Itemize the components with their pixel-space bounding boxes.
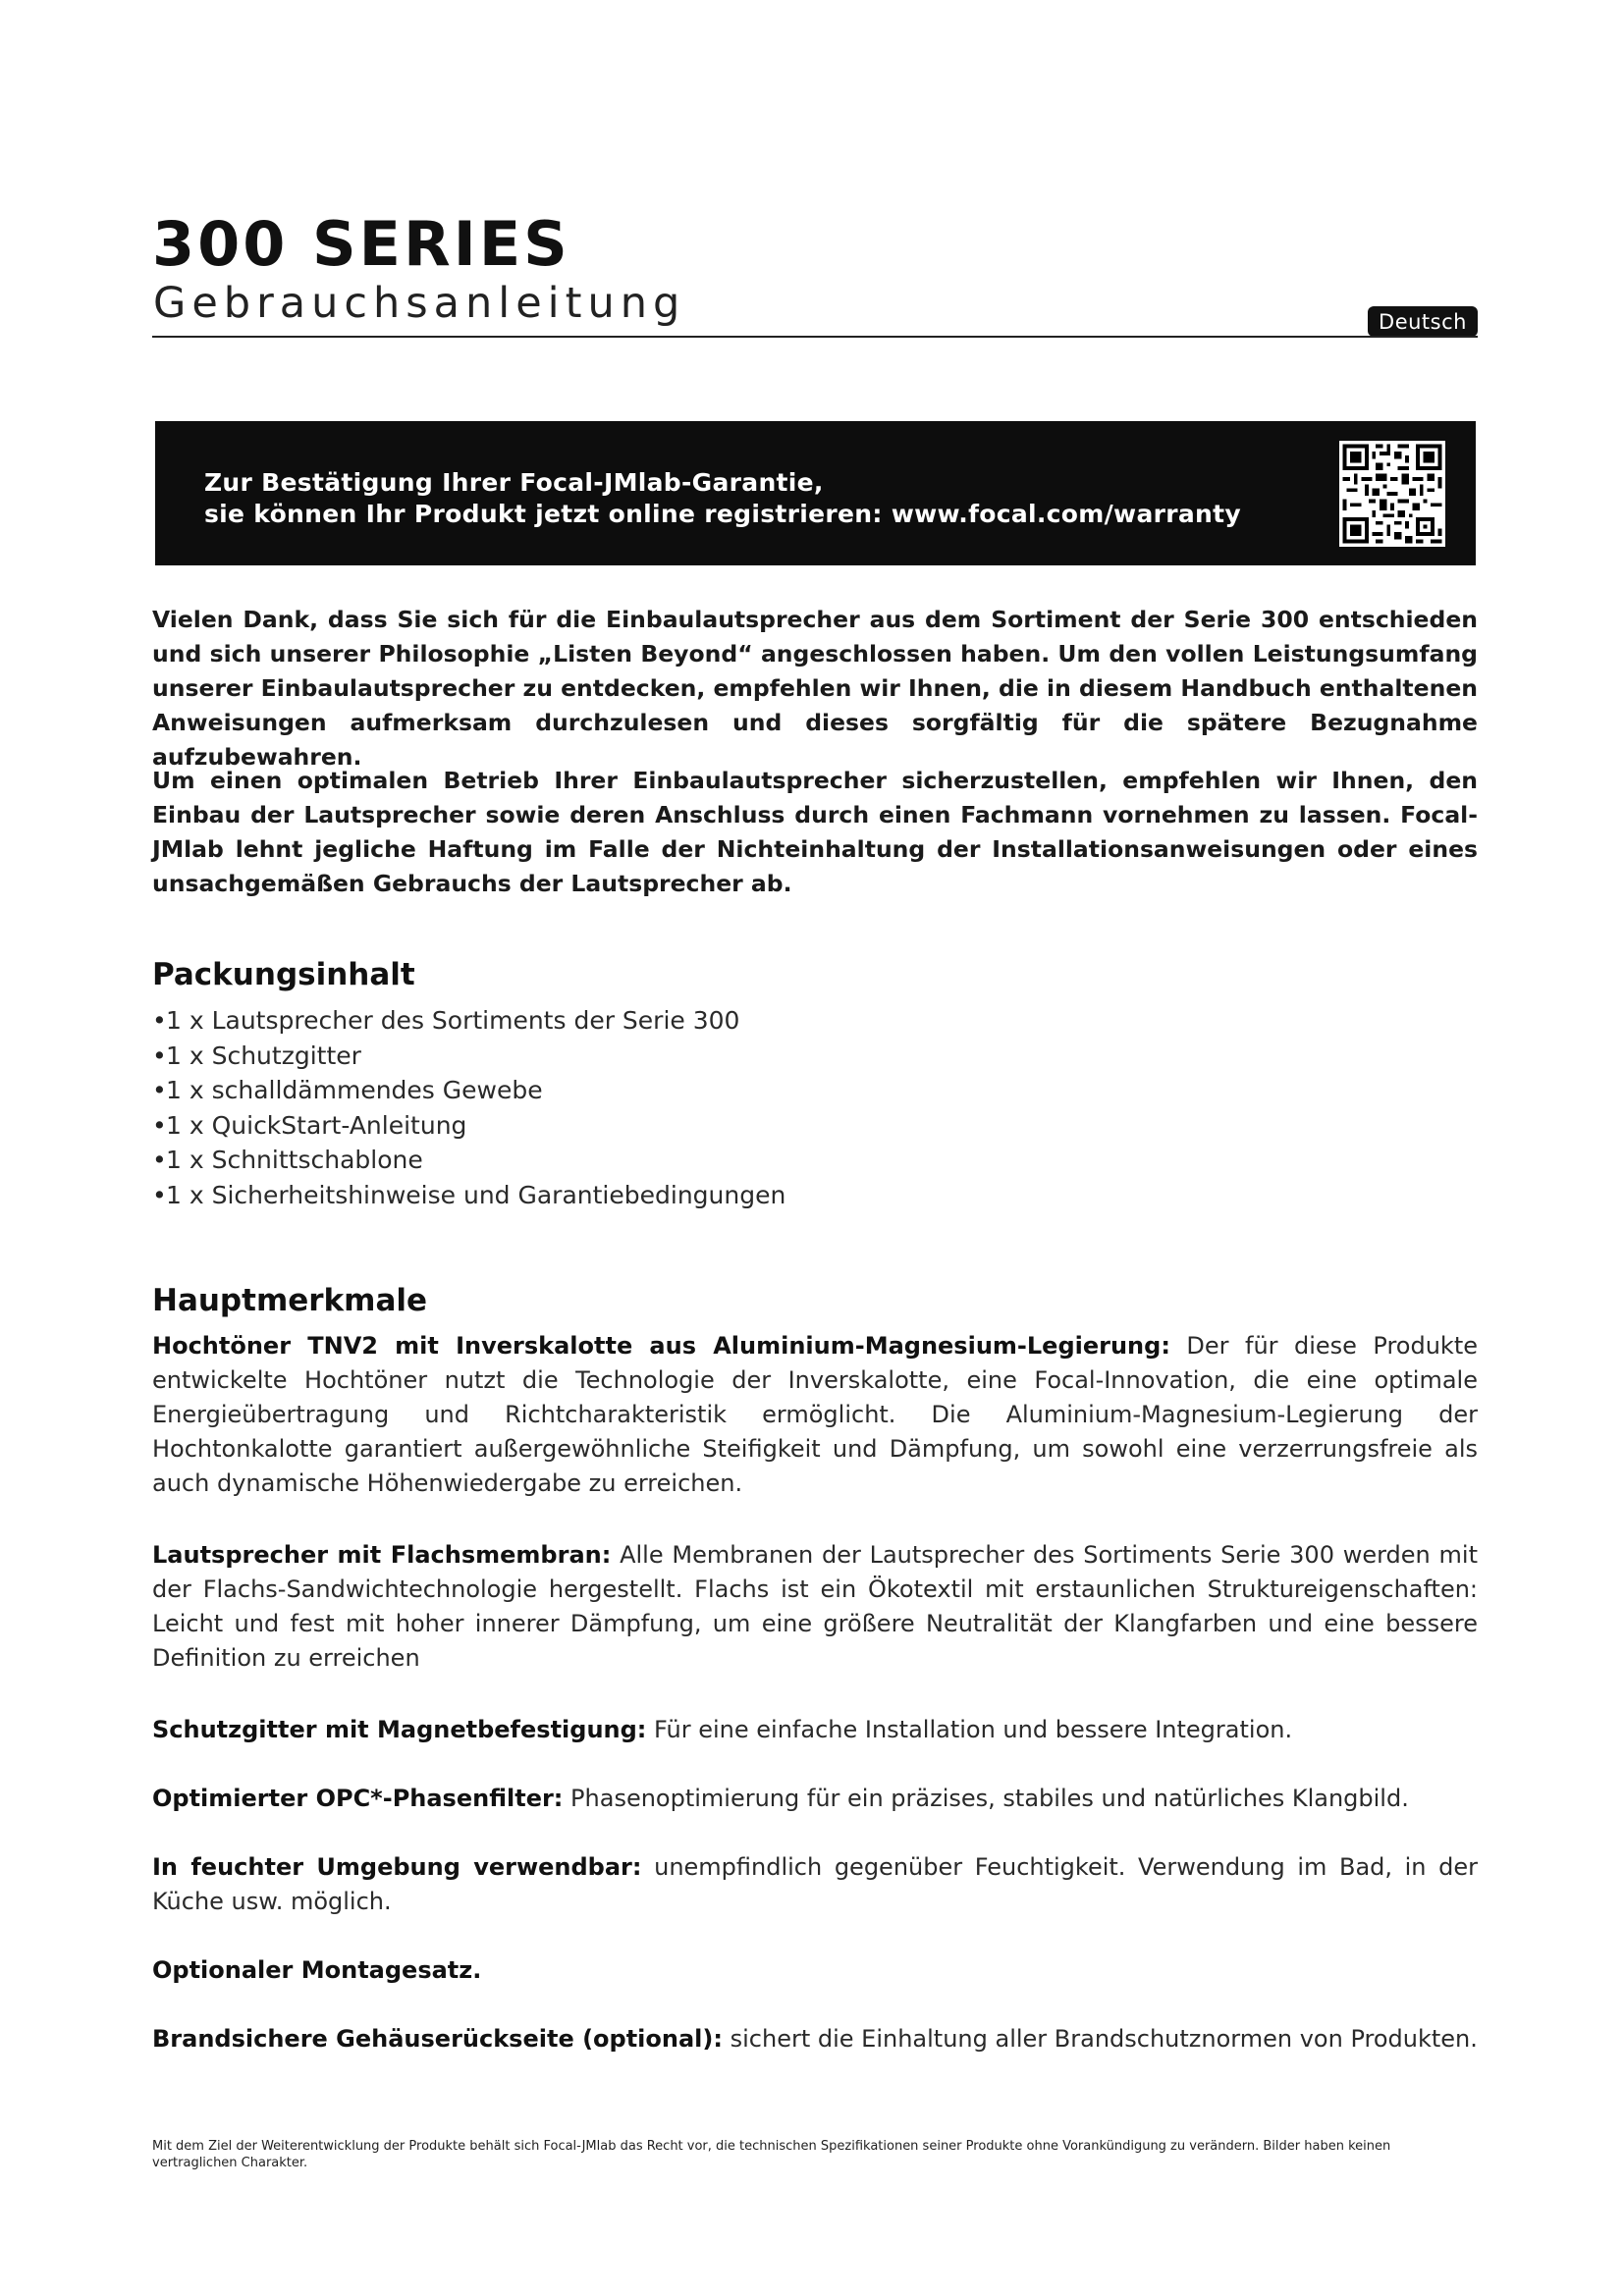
feature-text: Der für diese Produkte entwickelte Hochtöner nutzt die Technologie der Inverskalotte, eine Focal-Innovation, die eine optimale Energieübertragung und Richtcharakteristik ermöglicht. Die Aluminium-Magnesium-Legierung der Hochtonkalotte garantiert außergewöhnliche Steifigkeit und Dämpfung, um sowohl eine verzerrungsfreie als auch dynamische Höhenwiedergabe zu erreichen. [152,1332,1478,1497]
feature-opc-filter [152,1782,1478,1816]
list-item: • 1 x Schutzgitter [152,1039,785,1074]
feature-title: Optimierter OPC*-Phasenfilter: [152,1785,564,1812]
language-badge: Deutsch [1368,306,1478,337]
package-list [152,1003,785,1212]
feature-title: Lautsprecher mit Flachsmembran: [152,1541,612,1569]
feature-text: Phasenoptimierung für ein präzises, stabiles und natürliches Klangbild. [570,1785,1409,1812]
list-item: • 1 x Schnittschablone [152,1143,785,1178]
warranty-line-1: Zur Bestätigung Ihrer Focal-JMlab-Garantie, [204,468,824,497]
document-title: 300 SERIES [152,208,570,280]
feature-humid-environment [152,1850,1478,1919]
intro-paragraph-1: Vielen Dank, dass Sie sich für die Einbaulautsprecher aus dem Sortiment der Serie 300 entschieden und sich unserer Philosophie „Listen Beyond“ angeschlossen haben. Um den vollen Leistungsumfang unserer Einbaulautsprecher zu entdecken, empfehlen wir Ihnen, die in diesem Handbuch enthaltenen Anweisungen aufmerksam durchzulesen und dieses sorgfältig für die spätere Bezugnahme aufzubewahren. [152,606,1478,771]
warranty-line-2: sie können Ihr Produkt jetzt online registrieren: www.focal.com/warranty [204,500,1241,528]
warranty-banner [155,421,1476,565]
intro-paragraph-2: Um einen optimalen Betrieb Ihrer Einbaulautsprecher sicherzustellen, empfehlen wir Ihnen, den Einbau der Lautsprecher sowie deren Anschluss durch einen Fachmann vornehmen zu lassen. Focal-JMlab lehnt jegliche Haftung im Falle der Nichteinhaltung der Installationsanweisungen oder eines unsachgemäßen Gebrauchs der Lautsprecher ab. [152,767,1478,897]
feature-tweeter [152,1329,1478,1501]
feature-text: Alle Membranen der Lautsprecher des Sortiments Serie 300 werden mit der Flachs-Sandwichtechnologie hergestellt. Flachs ist ein Ökotextil mit erstaunlichen Struktureigenschaften: Leicht und fest mit hoher innerer Dämpfung, um eine größere Neutralität der Klangfarben und eine bessere Definition zu erreichen [152,1541,1478,1672]
feature-text: Für eine einfache Installation und bessere Integration. [654,1716,1293,1743]
feature-text: sichert die Einhaltung aller Brandschutznormen von Produkten. [730,2025,1478,2053]
feature-title: Optionaler Montagesatz. [152,1956,482,1984]
feature-magnetic-grille [152,1713,1478,1747]
document-subtitle: Gebrauchsanleitung [153,279,686,328]
features-heading: Hauptmerkmale [152,1283,428,1318]
feature-title: Hochtöner TNV2 mit Inverskalotte aus Aluminium-Magnesium-Legierung: [152,1332,1170,1360]
feature-title: Schutzgitter mit Magnetbefestigung: [152,1716,647,1743]
warranty-text [204,467,1241,530]
feature-fire-back [152,2022,1478,2056]
list-item: • 1 x Sicherheitshinweise und Garantiebedingungen [152,1178,785,1213]
list-item: • 1 x schalldämmendes Gewebe [152,1073,785,1108]
list-item: • 1 x QuickStart-Anleitung [152,1108,785,1144]
list-item: • 1 x Lautsprecher des Sortiments der Serie 300 [152,1003,785,1039]
feature-text: unempfindlich gegenüber Feuchtigkeit. Verwendung im Bad, in der Küche usw. möglich. [152,1853,1478,1915]
title-divider [152,336,1478,338]
feature-mounting-kit [152,1953,1478,1988]
feature-flax-membrane [152,1538,1478,1676]
qr-code-icon [1339,441,1445,547]
legal-footnote: Mit dem Ziel der Weiterentwicklung der Produkte behält sich Focal-JMlab das Recht vor, die technischen Spezifikationen seiner Produkte ohne Vorankündigung zu verändern. Bilder haben keinen vertraglichen Charakter. [152,2139,1391,2170]
feature-title: Brandsichere Gehäuserückseite (optional): [152,2025,723,2053]
feature-title: In feuchter Umgebung verwendbar: [152,1853,642,1881]
package-heading: Packungsinhalt [152,957,415,992]
